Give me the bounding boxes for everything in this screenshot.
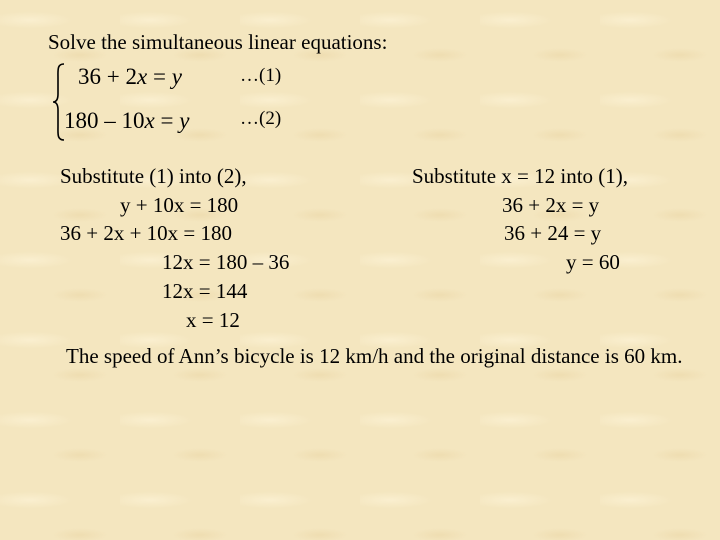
left-step-3: 12x = 180 – 36 <box>162 250 290 274</box>
equation-1-tag: …(1) <box>240 65 282 86</box>
equation-2 <box>64 108 189 134</box>
equation-system <box>52 62 312 142</box>
left-work-title: Substitute (1) into (2), <box>60 164 247 188</box>
eq2-constant: 180 <box>64 108 99 133</box>
eq2-variable: x <box>144 108 155 133</box>
eq2-rhs: y <box>179 108 190 133</box>
equation-2-tag: …(2) <box>240 108 282 129</box>
left-step-4: 12x = 144 <box>162 279 248 303</box>
eq2-equals: = <box>154 108 180 133</box>
conclusion: The speed of Ann’s bicycle is 12 km/h and the original distance is 60 km. <box>66 344 683 368</box>
left-step-2: 36 + 2x + 10x = 180 <box>60 221 233 245</box>
right-step-1: 36 + 2x = y <box>502 193 600 217</box>
right-step-3: y = 60 <box>566 250 620 274</box>
eq1-term: + 2 <box>101 64 137 89</box>
eq1-variable: x <box>136 64 148 89</box>
left-step-5: x = 12 <box>186 308 240 332</box>
eq2-term: – 10 <box>98 108 145 133</box>
eq1-rhs: y <box>171 64 182 89</box>
right-work-title: Substitute x = 12 into (1), <box>412 164 629 188</box>
left-step-1: y + 10x = 180 <box>120 193 239 217</box>
right-step-2: 36 + 24 = y <box>504 221 602 245</box>
eq1-equals: = <box>147 64 172 89</box>
equation-1 <box>78 64 182 90</box>
heading: Solve the simultaneous linear equations: <box>48 30 388 54</box>
eq1-constant: 36 <box>78 64 101 89</box>
